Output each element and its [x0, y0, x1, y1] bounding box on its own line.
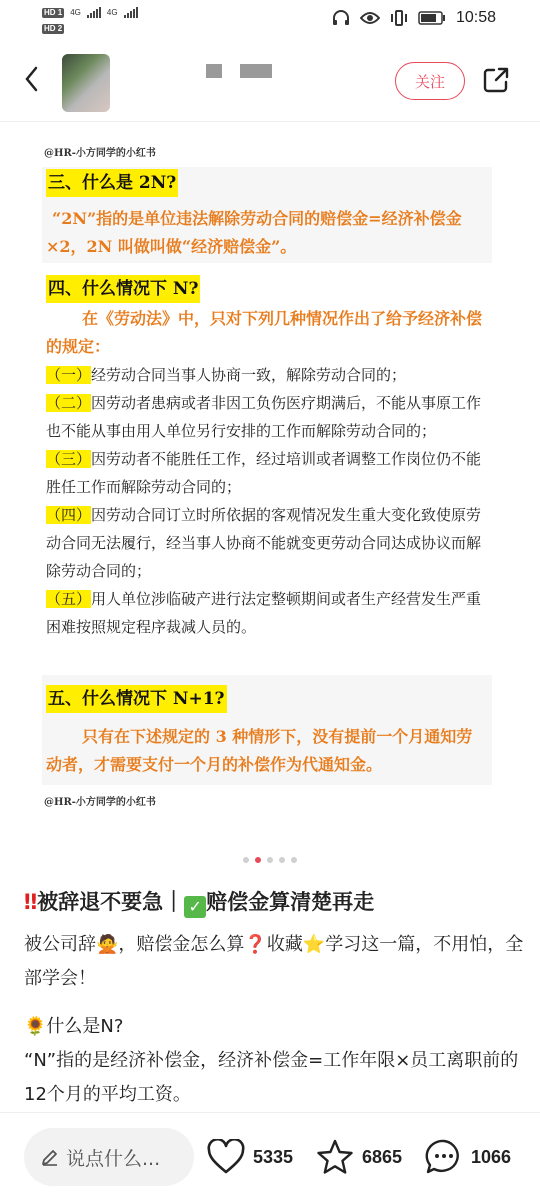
section-5-text: 只有在下述规定的 3 种情形下，没有提前一个月通知劳动者，才需要支付一个月的补偿作为代通知金。 [46, 727, 473, 774]
section-5-heading: 五、什么情况下 N+1? [46, 685, 227, 713]
back-icon[interactable] [22, 64, 42, 94]
carousel-dot [267, 857, 273, 863]
comment-bubble-icon [425, 1139, 463, 1175]
status-bar [0, 0, 540, 40]
vibrate-icon [390, 10, 408, 26]
like-count: 5335 [253, 1146, 294, 1167]
headphones-icon [332, 10, 350, 26]
list-item: （四）因劳动合同订立时所依据的客观情况发生重大变化致使原劳动合同无法履行，经当事人协商不能就变更劳动合同达成协议而解除劳动合同的； [46, 506, 482, 580]
list-item: （二）因劳动者患病或者非因工负伤医疗期满后，不能从事原工作也不能从事由用人单位另行安排的工作而解除劳动合同的； [46, 394, 482, 440]
pencil-icon [40, 1147, 60, 1167]
double-exclamation-icon: ‼ [24, 890, 38, 914]
post-image-carousel[interactable] [0, 123, 540, 843]
section-3-text: “2N”指的是单位违法解除劳动合同的赔偿金=经济补偿金×2，2N 叫做叫做“经济赔偿金”。 [46, 209, 462, 256]
signal-icon [124, 7, 138, 18]
network-type-1: 4G [70, 8, 81, 17]
section-5 [42, 675, 492, 785]
star-icon [316, 1139, 354, 1175]
list-item: （三）因劳动者不能胜任工作，经过培训或者调整工作岗位仍不能胜任工作而解除劳动合同的； [46, 450, 482, 496]
list-item: （五）用人单位涉临破产进行法定整顿期间或者生产经营发生严重困难按照规定程序裁减人员的。 [46, 590, 482, 636]
list-item: （一）经劳动合同当事人协商一致，解除劳动合同的； [46, 366, 407, 384]
section-4 [42, 275, 492, 665]
section-4-intro: 在《劳动法》中，只对下列几种情况作出了给予经济补偿的规定： [46, 309, 483, 356]
check-mark-icon: ✓ [184, 896, 206, 918]
carousel-dot [291, 857, 297, 863]
hd2-badge: HD 2 [44, 23, 63, 33]
section-3-heading: 三、什么是 2N? [46, 169, 178, 197]
hd1-badge: HD 1 [44, 7, 63, 17]
bottom-action-bar [0, 1112, 540, 1200]
carousel-dot-active [255, 857, 261, 863]
status-network [42, 6, 138, 35]
sunflower-icon: 🌻 [24, 1016, 47, 1037]
post-body-n: 🌻什么是N? “N”指的是经济补偿金，经济补偿金=工作年限×员工离职前的12个月的平均工资。 [24, 1010, 524, 1112]
carousel-dot [243, 857, 249, 863]
person-emoji-icon: 🙅 [96, 934, 119, 955]
author-name-blurred[interactable] [206, 64, 272, 78]
author-avatar[interactable] [62, 54, 110, 112]
post-header [0, 40, 540, 122]
like-button[interactable] [207, 1139, 293, 1175]
eye-icon [360, 11, 380, 25]
comment-button[interactable] [425, 1139, 511, 1175]
signal-icon [87, 7, 101, 18]
section-4-heading: 四、什么情况下 N? [46, 275, 200, 303]
star-emoji-icon: ⭐ [302, 934, 326, 955]
watermark-bottom: @HR-小方同学的小红书 [44, 797, 156, 808]
share-icon[interactable] [482, 66, 510, 94]
collect-button[interactable] [316, 1139, 402, 1175]
follow-button[interactable]: 关注 [395, 62, 465, 100]
heart-icon [207, 1139, 245, 1175]
comment-input[interactable]: 说点什么... [24, 1128, 194, 1186]
post-title: ‼被辞退不要急｜ ✓ 赔偿金算清楚再走 [24, 890, 375, 916]
network-type-2: 4G [106, 8, 118, 17]
carousel-indicator [0, 857, 540, 863]
post-body: 被公司辞🙅，赔偿金怎么算❓收藏⭐学习这一篇，不用怕，全部学会！ [24, 934, 524, 989]
comment-count: 1066 [471, 1146, 512, 1167]
carousel-dot [279, 857, 285, 863]
question-mark-icon: ❓ [244, 934, 267, 955]
section-3 [42, 167, 492, 263]
clock: 10:58 [455, 9, 496, 26]
n-answer-text: “N”指的是经济补偿金，经济补偿金=工作年限×员工离职前的12个月的平均工资。 [24, 1050, 519, 1105]
collect-count: 6865 [362, 1146, 403, 1167]
watermark-top: @HR-小方同学的小红书 [44, 148, 156, 159]
battery-icon [418, 11, 446, 25]
